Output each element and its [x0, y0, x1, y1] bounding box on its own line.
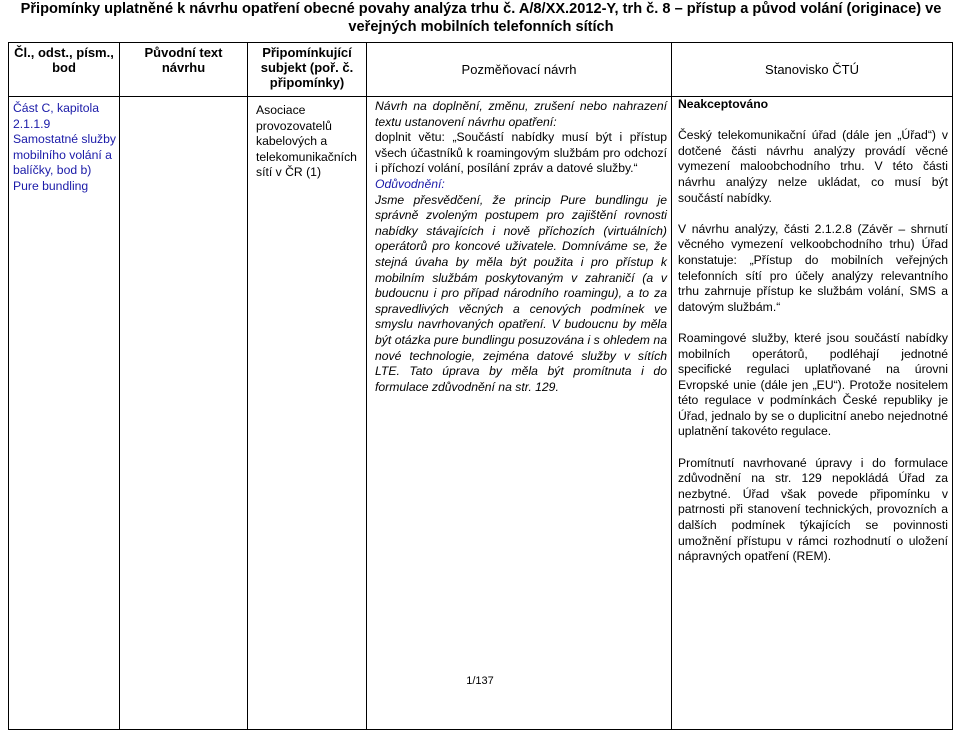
table-header-row: [9, 43, 953, 97]
page-number: 1/137: [466, 675, 494, 687]
header-ctu-position: Stanovisko ČTÚ: [672, 43, 953, 97]
cell-original-text: [120, 97, 248, 730]
position-paragraph-3: Roamingové služby, které jsou součástí nabídky mobilních operátorů, podléhají jednotné specifické regulaci uplatňované na úrovni Evropské unie (dále jen „EU“). Protože nositelem této regulace v podmínkách České republiky je Úřad, jednalo by se o duplicitní anebo nejednotné uplatnění takovéto regulace.: [678, 330, 948, 439]
cell-amendment-proposal: [367, 97, 672, 730]
document-title: Připomínky uplatněné k návrhu opatření obecné povahy analýza trhu č. A/8/XX.2012-Y, trh č. 8 – přístup a původ volání (originace) ve veřejných mobilních telefonních sítích: [20, 1, 942, 35]
header-commenting-subject: Připomínkující subjekt (poř. č. připomínky): [248, 43, 367, 97]
header-amendment-proposal: Pozměňovací návrh: [367, 43, 672, 97]
proposal-intro: Návrh na doplnění, změnu, zrušení nebo nahrazení textu ustanovení návrhu opatření:: [375, 99, 667, 129]
justification-label: Odůvodnění:: [375, 176, 445, 191]
justification-text: Jsme přesvědčení, že princip Pure bundlingu je správně zvoleným postupem pro zajištění rovnosti nabídky stávajících i nově příchozích (virtuálních) operátorů pro koncové uživatele. Domníváme se, že stejná úvaha by měla být použita i pro přístup k mobilním službám poskytovaným v zahraničí (a v budoucnu i pro případ národního roamingu), a to za spravedlivých věcných a cenových podmínek ve smyslu navrhovaných opatření. V budoucnu by měla být otázka pure bundlingu posuzována i s ohledem na nové technologie, zejména datové služby v sítích LTE. Tato úprava by měla být promítnuta i do formulace zdůvodnění na str. 129.: [375, 192, 667, 394]
cell-commenting-subject: Asociace provozovatelů kabelových a telekomunikačních sítí v ČR (1): [248, 97, 367, 730]
table-row: [9, 97, 953, 730]
header-original-text: Původní text návrhu: [120, 43, 248, 97]
cell-article: Část C, kapitola 2.1.1.9 Samostatné služby mobilního volání a balíčky, bod b) Pure bundling: [9, 97, 120, 730]
proposal-text: doplnit větu: „Součástí nabídky musí být i přístup všech účastníků k roamingovým službám pro odchozí i příchozí volání, posílání zpráv a datové služby.“: [375, 130, 667, 176]
header-article: Čl., odst., písm., bod: [9, 43, 120, 97]
cell-ctu-position: [672, 97, 953, 730]
position-paragraph-4: Promítnutí navrhované úpravy i do formulace zdůvodnění na str. 129 nepokládá Úřad za nezbytné. Úřad však povede připomínku v patrnosti při stanovení technických, provozních a dalších podmínek týkajících se povinnosti umožnění přístupu v rámci rozhodnutí o uložení nápravných opatření (REM).: [678, 455, 948, 564]
comments-table: [8, 42, 953, 730]
position-paragraph-2: V návrhu analýzy, části 2.1.2.8 (Závěr – shrnutí věcného vymezení velkoobchodního trhu) Úřad konstatuje: „Přístup do mobilních veřejných telefonních sítí pro účely analýzy relevantního trhu zahrnuje přístup ke službám volání, SMS a datovým službám.“: [678, 221, 948, 314]
position-status: Neakceptováno: [678, 97, 769, 111]
position-paragraph-1: Český telekomunikační úřad (dále jen „Úřad“) v dotčené části návrhu analýzy provádí věcné vymezení maloobchodního trhu. V této části návrhu analýzy nelze ukládat, co musí být součástí nabídky.: [678, 128, 948, 205]
